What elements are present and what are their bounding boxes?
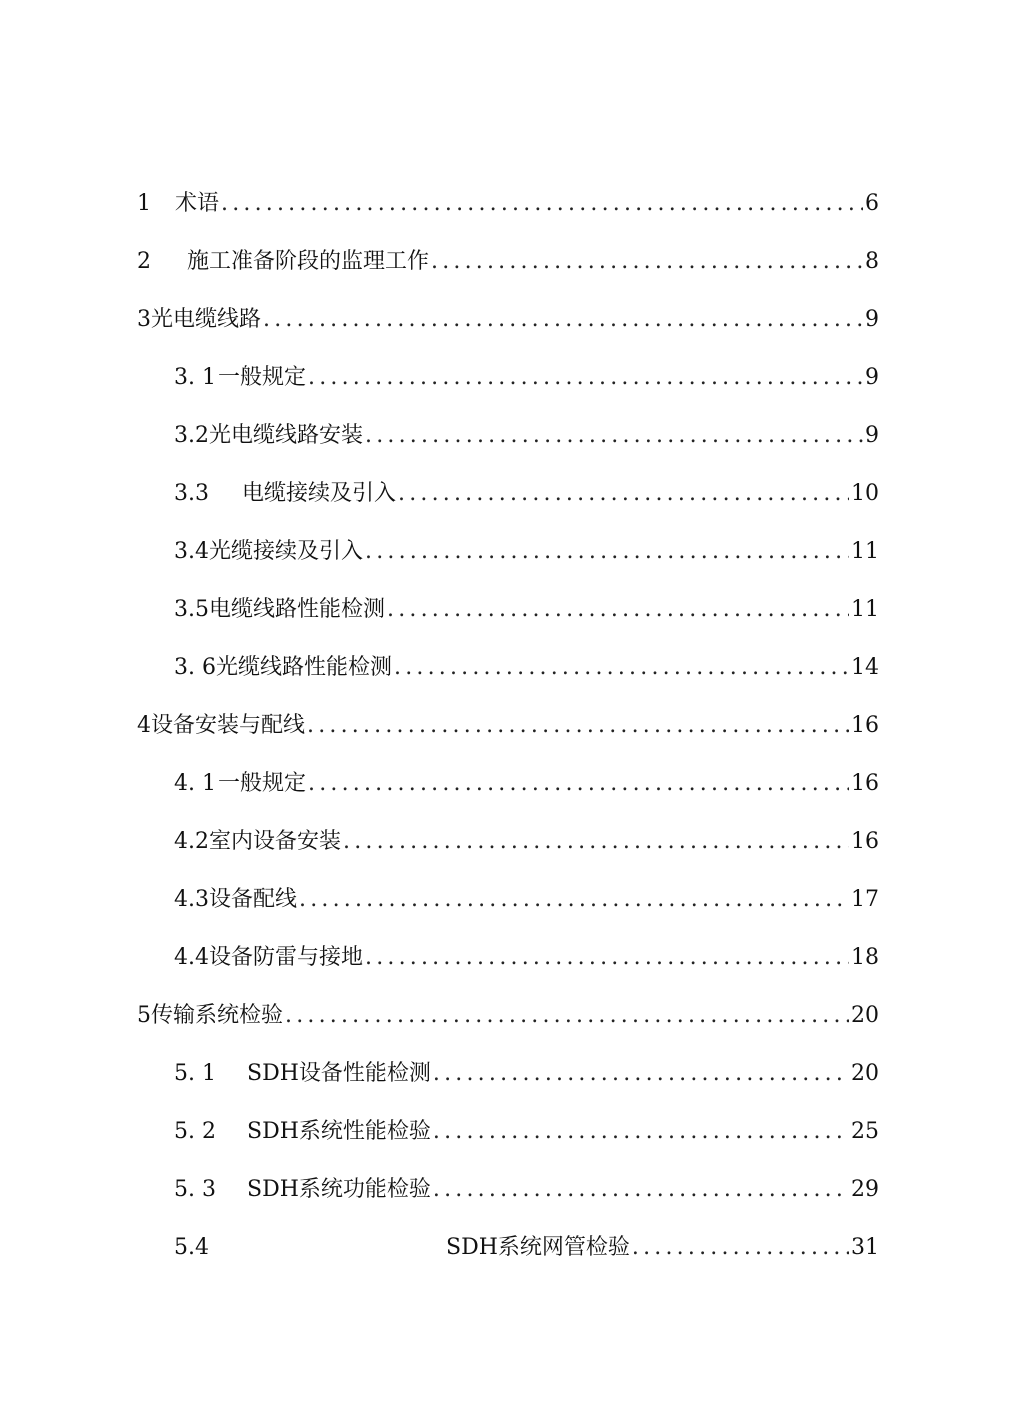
toc-entry-number: 1 — [137, 191, 151, 216]
toc-entry-title: 光电缆线路安装 — [209, 423, 364, 448]
toc-entry-number: 5. 3 — [174, 1177, 216, 1202]
toc-entry-number: 5. 1 — [174, 1061, 216, 1086]
toc-entry-number: 3.4 — [174, 539, 209, 564]
toc-entry-title: 设备配线 — [209, 887, 298, 912]
toc-entry-page: 16 — [851, 713, 879, 738]
toc-entry-title: 传输系统检验 — [151, 1003, 284, 1028]
toc-entry-page: 11 — [851, 539, 879, 564]
toc-dot-leader — [398, 480, 849, 508]
toc-entry-page: 10 — [851, 481, 879, 506]
toc-entry-title: SDH系统网管检验 — [446, 1235, 630, 1260]
toc-entry[interactable] — [174, 648, 879, 682]
toc-dot-leader — [307, 712, 849, 740]
toc-entry-number: 4.2 — [174, 829, 209, 854]
toc-entry-page: 8 — [865, 249, 879, 274]
toc-entry[interactable] — [137, 300, 879, 334]
toc-entry-number: 4 — [137, 713, 151, 738]
toc-entry[interactable] — [174, 1228, 879, 1262]
toc-entry-page: 6 — [865, 191, 879, 216]
toc-entry-page: 9 — [865, 307, 879, 332]
toc-entry-page: 16 — [851, 771, 879, 796]
toc-entry[interactable] — [137, 706, 879, 740]
toc-entry[interactable] — [174, 358, 879, 392]
toc-dot-leader — [221, 190, 863, 218]
toc-entry-number: 3.3 — [174, 481, 209, 506]
toc-entry-title: 室内设备安装 — [209, 829, 342, 854]
toc-entry-number: 3. 6 — [174, 655, 216, 680]
toc-entry-title: 术语 — [175, 191, 220, 216]
toc-dot-leader — [433, 1118, 849, 1146]
toc-entry-title: 设备防雷与接地 — [209, 945, 364, 970]
toc-entry-number: 3.2 — [174, 423, 209, 448]
toc-dot-leader — [263, 306, 863, 334]
toc-entry[interactable] — [174, 764, 879, 798]
toc-entry-page: 9 — [865, 423, 879, 448]
toc-entry[interactable] — [137, 242, 879, 276]
toc-entry-number: 4.3 — [174, 887, 209, 912]
toc-entry[interactable] — [174, 416, 879, 450]
toc-dot-leader — [365, 944, 849, 972]
toc-entry[interactable] — [174, 938, 879, 972]
toc-dot-leader — [365, 422, 863, 450]
toc-entry-title: 光缆接续及引入 — [209, 539, 364, 564]
toc-entry-number: 5.4 — [174, 1235, 209, 1260]
toc-dot-leader — [343, 828, 849, 856]
toc-entry-page: 16 — [851, 829, 879, 854]
toc-entry-title: 设备安装与配线 — [151, 713, 306, 738]
toc-entry-title: SDH设备性能检测 — [247, 1061, 431, 1086]
toc-entry-page: 18 — [851, 945, 879, 970]
toc-entry-title: 施工准备阶段的监理工作 — [187, 249, 430, 274]
toc-entry-number: 2 — [137, 249, 151, 274]
toc-dot-leader — [285, 1002, 849, 1030]
toc-entry-page: 9 — [865, 365, 879, 390]
toc-entry-page: 29 — [851, 1177, 879, 1202]
toc-entry-number: 3. 1 — [174, 365, 216, 390]
toc-entry-page: 17 — [851, 887, 879, 912]
toc-entry-number: 3.5 — [174, 597, 209, 622]
toc-entry[interactable] — [174, 822, 879, 856]
toc-dot-leader — [431, 248, 863, 276]
toc-entry-page: 20 — [851, 1061, 879, 1086]
toc-dot-leader — [632, 1234, 849, 1262]
toc-entry[interactable] — [174, 1054, 879, 1088]
toc-entry-page: 20 — [851, 1003, 879, 1028]
toc-entry-page: 31 — [851, 1235, 879, 1260]
toc-entry-number: 3 — [137, 307, 151, 332]
toc-entry-page: 14 — [851, 655, 879, 680]
toc-entry-title: SDH系统性能检验 — [247, 1119, 431, 1144]
toc-entry-number: 5. 2 — [174, 1119, 216, 1144]
toc-entry-title: 一般规定 — [218, 365, 307, 390]
toc-entry-number: 4. 1 — [174, 771, 216, 796]
toc-entry-title: 光缆线路性能检测 — [215, 655, 392, 680]
toc-entry-number: 4.4 — [174, 945, 209, 970]
toc-entry-page: 25 — [851, 1119, 879, 1144]
toc-dot-leader — [387, 596, 849, 624]
toc-entry[interactable] — [137, 184, 879, 218]
toc-dot-leader — [433, 1176, 849, 1204]
toc-dot-leader — [308, 364, 863, 392]
toc-dot-leader — [365, 538, 849, 566]
toc-entry[interactable] — [137, 996, 879, 1030]
toc-entry[interactable] — [174, 1170, 879, 1204]
toc-dot-leader — [299, 886, 849, 914]
toc-entry-title: 电缆接续及引入 — [242, 481, 397, 506]
toc-entry[interactable] — [174, 880, 879, 914]
toc-dot-leader — [394, 654, 849, 682]
toc-dot-leader — [433, 1060, 849, 1088]
toc-entry-title: 电缆线路性能检测 — [209, 597, 386, 622]
toc-entry[interactable] — [174, 532, 879, 566]
toc-entry-title: 光电缆线路 — [151, 307, 262, 332]
toc-dot-leader — [308, 770, 849, 798]
toc-entry-title: 一般规定 — [218, 771, 307, 796]
toc-entry-page: 11 — [851, 597, 879, 622]
toc-entry-number: 5 — [137, 1003, 151, 1028]
toc-entry-title: SDH系统功能检验 — [247, 1177, 431, 1202]
toc-entry[interactable] — [174, 1112, 879, 1146]
toc-entry[interactable] — [174, 590, 879, 624]
toc-entry[interactable] — [174, 474, 879, 508]
